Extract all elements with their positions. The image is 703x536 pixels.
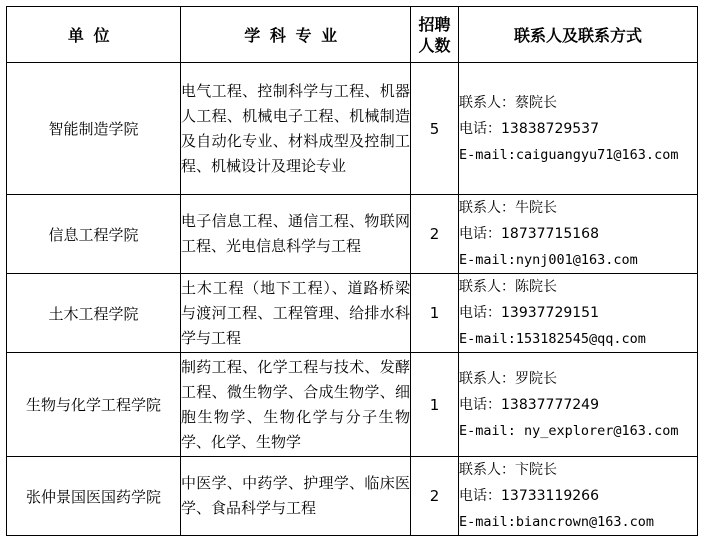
contact-cell [459, 457, 698, 536]
contact-cell [459, 353, 698, 457]
header-contact: 联系人及联系方式 [459, 7, 698, 63]
major-cell: 土木工程（地下工程）、道路桥梁与渡河工程、工程管理、给排水科学与工程 [181, 274, 411, 353]
contact-cell [459, 274, 698, 353]
unit-cell: 信息工程学院 [7, 195, 181, 274]
major-cell: 中医学、中药学、护理学、临床医学、食品科学与工程 [181, 457, 411, 536]
contact-phone: 电话：13733119266 [459, 488, 599, 504]
contact-phone: 电话：18737715168 [459, 226, 599, 242]
header-unit: 单位 [7, 7, 181, 63]
major-cell: 电子信息工程、通信工程、物联网工程、光电信息科学与工程 [181, 195, 411, 274]
unit-cell: 土木工程学院 [7, 274, 181, 353]
count-cell: 2 [411, 195, 459, 274]
count-cell: 1 [411, 353, 459, 457]
contact-email[interactable]: E-mail:biancrown@163.com [459, 514, 655, 530]
unit-cell: 张仲景国医国药学院 [7, 457, 181, 536]
header-count-line1: 招聘 [418, 14, 451, 34]
contact-person: 联系人：卞院长 [459, 462, 557, 478]
header-row [7, 7, 698, 63]
contact-phone: 电话：13937729151 [459, 305, 599, 321]
contact-phone: 电话：13838729537 [459, 120, 599, 137]
contact-person: 联系人：牛院长 [459, 200, 557, 216]
contact-email[interactable]: E-mail:nynj001@163.com [459, 252, 638, 268]
count-cell: 5 [411, 63, 459, 195]
contact-email[interactable]: E-mail:153182545@qq.com [459, 331, 646, 347]
contact-cell [459, 63, 698, 195]
contact-person: 联系人：罗院长 [459, 370, 557, 387]
contact-email[interactable]: E-mail: ny_explorer@163.com [459, 422, 679, 439]
header-count [411, 7, 459, 63]
count-cell: 1 [411, 274, 459, 353]
table-row [7, 195, 698, 274]
contact-email[interactable]: E-mail:caiguangyu71@163.com [459, 146, 679, 163]
header-major: 学科专业 [181, 7, 411, 63]
header-count-line2: 人数 [418, 35, 451, 55]
contact-phone: 电话：13837777249 [459, 396, 599, 413]
contact-person: 联系人：蔡院长 [459, 94, 557, 111]
table-row [7, 63, 698, 195]
major-cell: 制药工程、化学工程与技术、发酵工程、微生物学、合成生物学、细胞生物学、生物化学与分子生物学、化学、生物学 [181, 353, 411, 457]
table-row [7, 457, 698, 536]
unit-cell: 智能制造学院 [7, 63, 181, 195]
count-cell: 2 [411, 457, 459, 536]
unit-cell: 生物与化学工程学院 [7, 353, 181, 457]
table-row [7, 274, 698, 353]
major-cell: 电气工程、控制科学与工程、机器人工程、机械电子工程、机械制造及自动化专业、材料成型及控制工程、机械设计及理论专业 [181, 63, 411, 195]
table-row [7, 353, 698, 457]
recruitment-table [6, 6, 698, 536]
contact-cell [459, 195, 698, 274]
contact-person: 联系人：陈院长 [459, 279, 557, 295]
